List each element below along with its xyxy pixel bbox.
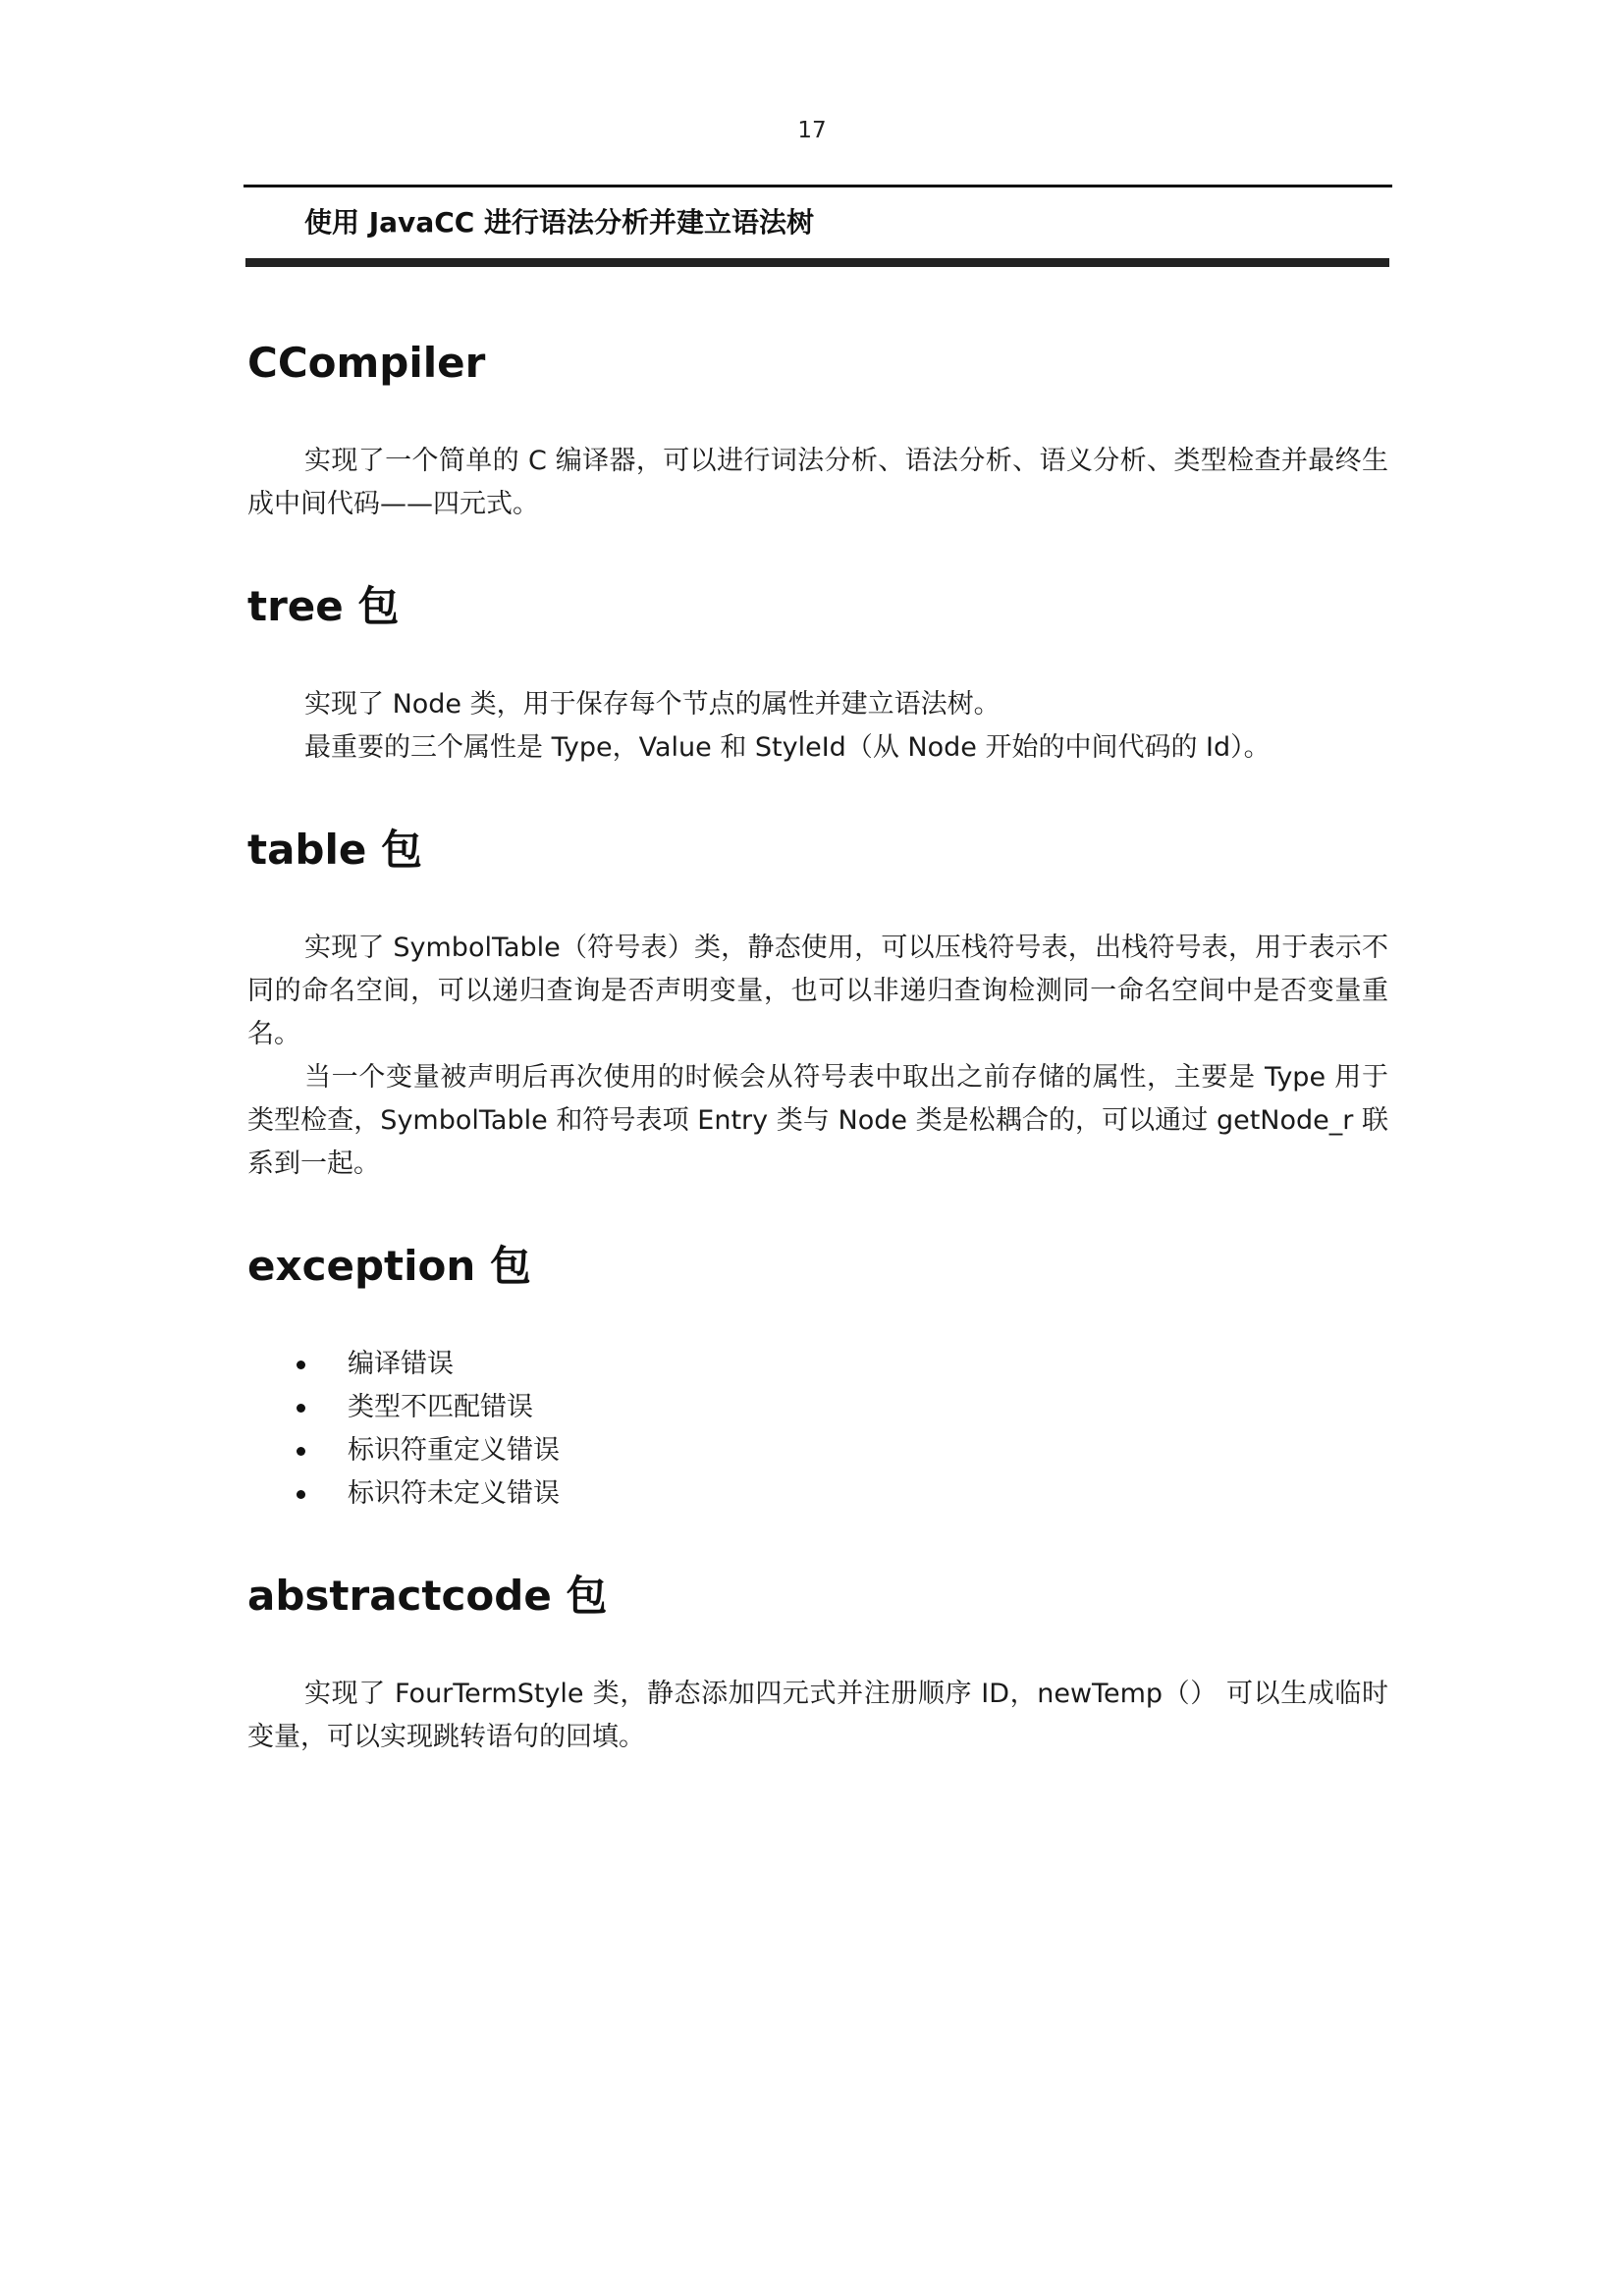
bullet-icon [297, 1361, 305, 1369]
paragraph: 实现了一个简单的 C 编译器，可以进行词法分析、语法分析、语义分析、类型检查并最终生成中间代码——四元式。 [247, 446, 1388, 519]
header-rule-thin [244, 185, 1392, 187]
paragraph: 实现了 FourTermStyle 类，静态添加四元式并注册顺序 ID，newTemp（） 可以生成临时变量，可以实现跳转语句的回填。 [247, 1679, 1388, 1752]
list-item: 编译错误 [247, 1343, 1388, 1386]
section-title: exception 包 [247, 1242, 531, 1290]
paragraph: 当一个变量被声明后再次使用的时候会从符号表中取出之前存储的属性，主要是 Type 用于类型检查，SymbolTable 和符号表项 Entry 类与 Node 类是松耦合的，可以通过 getNode_r 联系到一起。 [247, 1062, 1388, 1179]
section-title: table 包 [247, 826, 422, 874]
section-title: abstractcode 包 [247, 1572, 608, 1620]
running-head: 使用 JavaCC 进行语法分析并建立语法树 [304, 206, 815, 239]
list-item: 标识符未定义错误 [247, 1472, 1388, 1516]
bullet-icon [297, 1404, 305, 1413]
bullet-list [247, 1343, 1388, 1516]
section-tree [247, 567, 1388, 770]
paragraph: 最重要的三个属性是 Type，Value 和 StyleId（从 Node 开始的中间代码的 Id）。 [304, 732, 1271, 763]
section-ccompiler [247, 324, 1388, 526]
section-title: tree 包 [247, 582, 400, 630]
page-number: 17 [797, 118, 827, 143]
section-table [247, 811, 1388, 1186]
section-exception [247, 1227, 1388, 1516]
list-item: 标识符重定义错误 [247, 1429, 1388, 1472]
paragraph: 实现了 SymbolTable（符号表）类，静态使用，可以压栈符号表，出栈符号表，用于表示不同的命名空间，可以递归查询是否声明变量，也可以非递归查询检测同一命名空间中是否变量重名。 [247, 933, 1388, 1049]
page-content [247, 324, 1388, 1759]
section-title: CCompiler [247, 339, 486, 387]
header-rule-thick [245, 258, 1389, 267]
bullet-icon [297, 1447, 305, 1456]
paragraph: 实现了 Node 类，用于保存每个节点的属性并建立语法树。 [304, 689, 1001, 720]
bullet-icon [297, 1490, 305, 1499]
section-abstractcode [247, 1557, 1388, 1759]
list-item: 类型不匹配错误 [247, 1386, 1388, 1429]
